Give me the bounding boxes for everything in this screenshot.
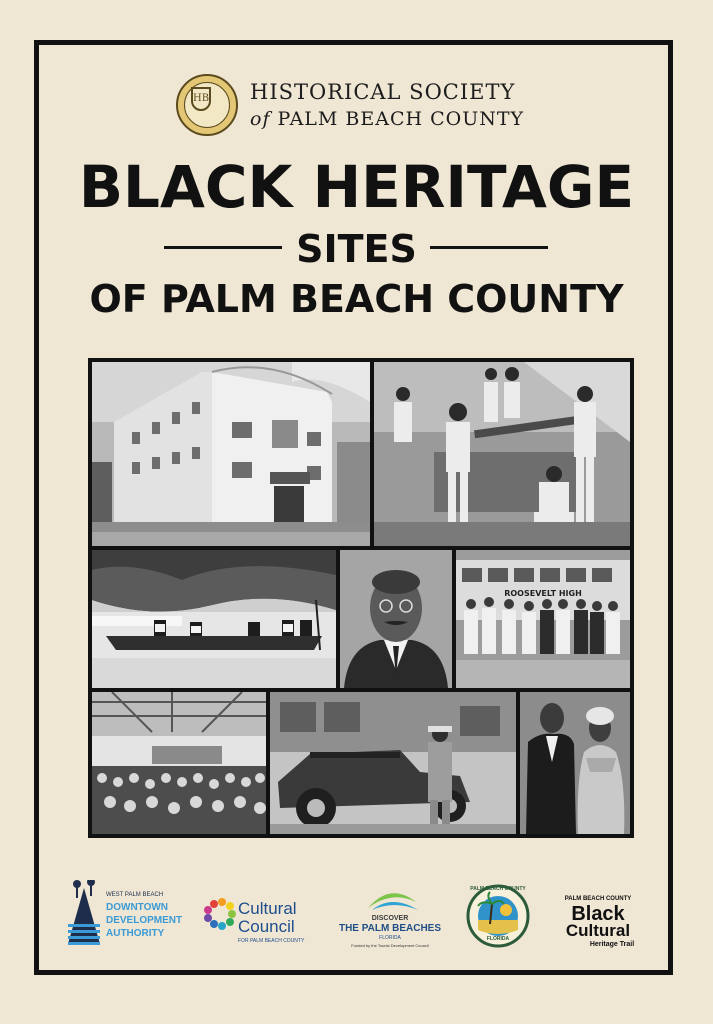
photo-couple (520, 692, 630, 834)
dda-line2: DEVELOPMENT (106, 915, 183, 926)
poster-subtitle: OF PALM BEACH COUNTY (89, 277, 624, 321)
society-name-line1: HISTORICAL SOCIETY (250, 80, 516, 104)
bct-line1: Black (571, 903, 625, 925)
photo-car (270, 692, 516, 834)
bct-small: PALM BEACH COUNTY (564, 896, 632, 902)
photo-bus-group (456, 550, 630, 688)
photo-boat (92, 550, 336, 688)
dda-line1: DOWNTOWN (106, 902, 169, 913)
historical-society-seal: HB (176, 74, 238, 136)
cc-line1: Cultural (238, 899, 297, 918)
discover-small: Funded by the Tourist Development Council (351, 943, 429, 948)
photo-collage (88, 358, 634, 838)
cc-small: FOR PALM BEACH COUNTY (238, 938, 305, 944)
pbc-bottom-text: FLORIDA (486, 936, 510, 942)
poster-title-sites: SITES (296, 227, 417, 271)
bct-line2: Cultural (565, 921, 631, 940)
bus-sign: ROOSEVELT HIGH (504, 589, 582, 598)
sponsor-logos (40, 880, 673, 960)
discover-line2: THE PALM BEACHES (338, 923, 442, 934)
pbc-top-text: PALM BEACH COUNTY (470, 886, 526, 892)
dda-small-text: WEST PALM BEACH (106, 892, 164, 898)
discover-line1: DISCOVER (371, 915, 409, 922)
photo-building (92, 362, 370, 546)
poster-title: BLACK HERITAGE (78, 153, 635, 221)
black-cultural-heritage-trail-logo (552, 880, 662, 960)
bct-line3: Heritage Trail (589, 941, 635, 948)
photo-crowd (92, 692, 266, 834)
discover-line3: FLORIDA (379, 935, 401, 941)
photo-workshop (374, 362, 630, 546)
society-name-line2: of PALM BEACH COUNTY (250, 108, 525, 130)
right-rule (430, 246, 548, 249)
photo-portrait (340, 550, 452, 688)
cultural-council-logo (194, 880, 318, 960)
palm-beach-county-seal (460, 880, 536, 960)
cc-line2: Council (238, 917, 295, 936)
dda-logo (64, 880, 184, 960)
discover-palm-beaches-logo (332, 880, 448, 960)
dda-line3: AUTHORITY (106, 928, 165, 939)
